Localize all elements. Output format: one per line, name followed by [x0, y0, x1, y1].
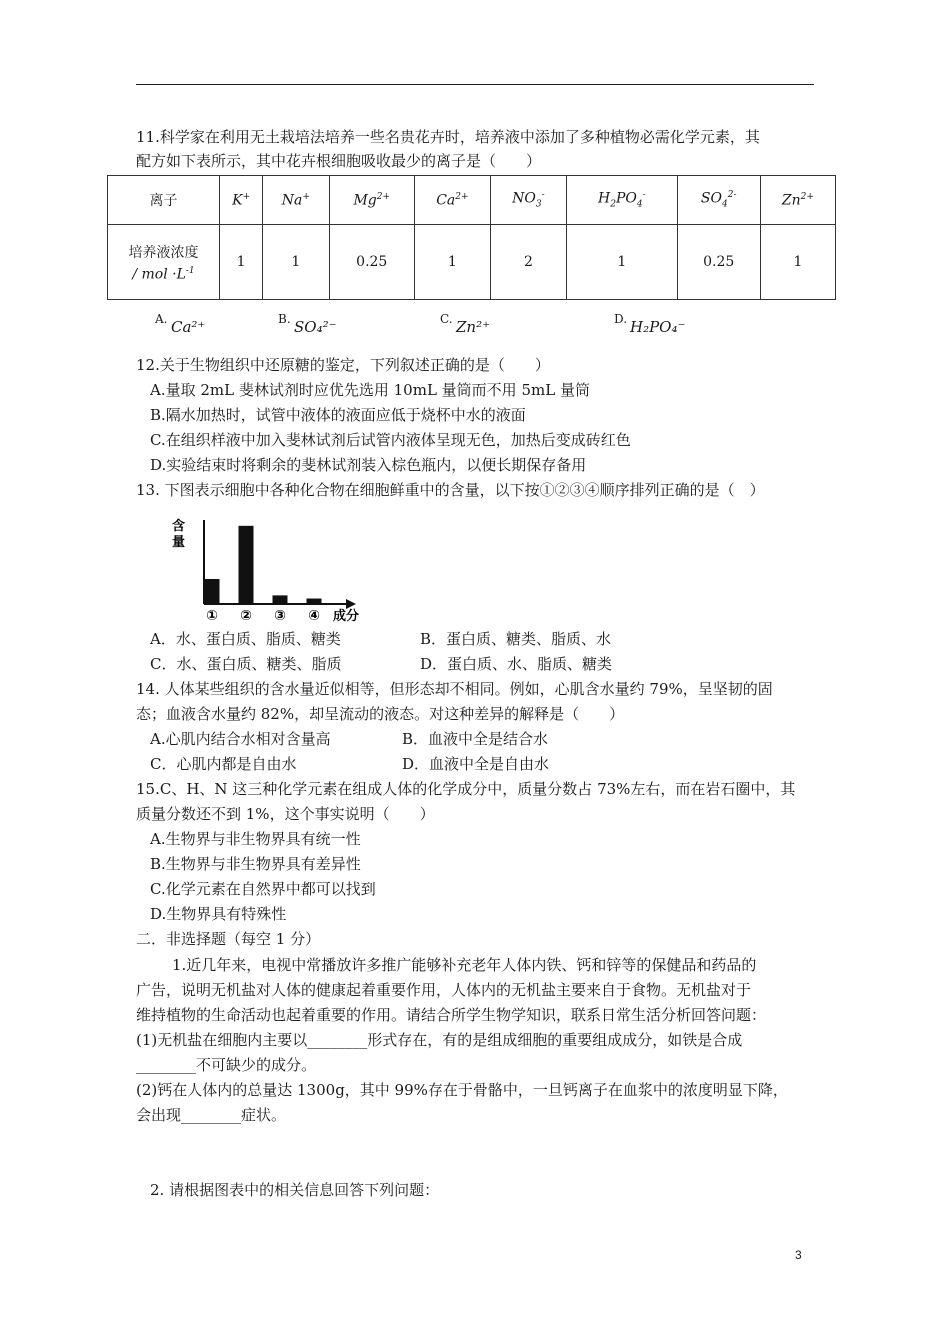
- q15-stem-line1: 15.C、H、N 这三种化学元素在组成人体的化学成分中，质量分数占 73%左右，而在岩石圈中，其: [136, 780, 796, 798]
- ion-cell: $Zn^{2+}$: [760, 176, 835, 225]
- q15-option-d: D.生物界具有特殊性: [150, 905, 287, 923]
- section-heading: 二．非选择题（每空 1 分）: [136, 930, 321, 948]
- q12-stem: 12.关于生物组织中还原糖的鉴定，下列叙述正确的是（ ）: [136, 356, 550, 374]
- value-cell: 1: [414, 225, 490, 300]
- bar-1: [205, 579, 220, 604]
- q12-option-b: B.隔水加热时，试管中液体的液面应低于烧杯中水的液面: [150, 406, 526, 424]
- x-axis-arrow: [346, 599, 356, 609]
- q15-option-b: B.生物界与非生物界具有差异性: [150, 855, 361, 873]
- q11-stem-line1: 11.科学家在利用无土栽培法培养一些名贵花卉时，培养液中添加了多种植物必需化学元素，其: [136, 128, 760, 146]
- ion-cell: $SO_4^{2-}$: [677, 176, 760, 225]
- header-rule: [136, 84, 814, 85]
- section2-p1-line6: (2)钙在人体内的总量达 1300g，其中 99%存在于骨骼中，一旦钙离子在血浆中的浓度明显下降，: [136, 1081, 788, 1099]
- q13-option-d: D．蛋白质、水、脂质、糖类: [420, 655, 613, 673]
- q11-option-b: B. SO₄²⁻: [278, 312, 337, 336]
- q11-option-d: D. H₂PO₄⁻: [614, 312, 686, 336]
- table-row: [108, 225, 836, 300]
- x-axis-label: 成分: [333, 609, 360, 624]
- compound-content-chart: [170, 514, 380, 626]
- value-cell: 0.25: [677, 225, 760, 300]
- ion-cell: $NO_3^-$: [490, 176, 566, 225]
- table-row: [108, 176, 836, 225]
- ion-cell: K+: [220, 176, 263, 225]
- section2-p1-line1: 1.近几年来，电视中常播放许多推广能够补充老年人体内铁、钙和锌等的保健品和药品的: [172, 956, 757, 974]
- q15-option-c: C.化学元素在自然界中都可以找到: [150, 880, 376, 898]
- q14-option-a: A.心肌内结合水相对含量高: [150, 730, 331, 748]
- value-cell: 1: [220, 225, 263, 300]
- q15-stem-line2: 质量分数还不到 1%，这个事实说明（ ）: [136, 805, 435, 823]
- q14-stem-line2: 态；血液含水量约 82%，却呈流动的液态。对这种差异的解释是（ ）: [136, 705, 625, 723]
- value-cell: 2: [490, 225, 566, 300]
- ion-cell: Na+: [263, 176, 329, 225]
- q12-option-c: C.在组织样液中加入斐林试剂后试管内液体呈现无色，加热后变成砖红色: [150, 431, 631, 449]
- x-tick-label: ③: [274, 608, 286, 624]
- ion-cell: $Ca^{2+}$: [414, 176, 490, 225]
- q11-option-c: C. Zn²⁺: [440, 312, 491, 336]
- q14-stem-line1: 14. 人体某些组织的含水量近似相等，但形态却不相同。例如，心肌含水量约 79%，呈坚韧的固: [136, 680, 773, 698]
- q12-option-a: A.量取 2mL 斐林试剂时应优先选用 10mL 量筒而不用 5mL 量筒: [150, 381, 590, 399]
- q13-stem: 13. 下图表示细胞中各种化合物在细胞鲜重中的含量，以下按①②③④顺序排列正确的是（ ）: [136, 481, 765, 499]
- section2-p1-line5: ________不可缺少的成分。: [136, 1056, 317, 1074]
- x-tick-label: ④: [308, 608, 320, 624]
- y-axis-label-top: 含: [172, 519, 186, 534]
- section2-p1-line7: 会出现________症状。: [136, 1106, 287, 1124]
- q12-option-d: D.实验结束时将剩余的斐林试剂装入棕色瓶内，以便长期保存备用: [150, 456, 587, 474]
- ion-cell: $Mg^{2+}$: [329, 176, 414, 225]
- value-cell: 1: [567, 225, 678, 300]
- q14-option-c: C．心肌内都是自由水: [150, 755, 297, 773]
- value-cell: 1: [263, 225, 329, 300]
- value-cell: 0.25: [329, 225, 414, 300]
- bar-4: [307, 599, 322, 604]
- q14-option-d: D．血液中全是自由水: [402, 755, 550, 773]
- bar-3: [273, 595, 288, 604]
- section2-p1-line4: (1)无机盐在细胞内主要以________形式存在，有的是组成细胞的重要组成成分，如铁是合成: [136, 1031, 743, 1049]
- q14-option-b: B．血液中全是结合水: [402, 730, 549, 748]
- section2-p2: 2. 请根据图表中的相关信息回答下列问题：: [150, 1181, 440, 1199]
- q13-option-b: B．蛋白质、糖类、脂质、水: [420, 630, 612, 648]
- section2-p1-line2: 广告，说明无机盐对人体的健康起着重要作用，人体内的无机盐主要来自于食物。无机盐对于: [136, 981, 752, 999]
- bar-2: [239, 526, 254, 604]
- q15-option-a: A.生物界与非生物界具有统一性: [150, 830, 361, 848]
- y-axis-label-bottom: 量: [172, 535, 186, 550]
- table-header-ion: 离子: [108, 176, 220, 225]
- ion-concentration-table: [107, 175, 836, 300]
- table-header-concentration: 培养液浓度 / mol $\cdot L^{-1}$: [108, 225, 220, 300]
- q13-option-c: C．水、蛋白质、糖类、脂质: [150, 655, 342, 673]
- x-tick-label: ①: [206, 608, 218, 624]
- q11-option-a: A. Ca²⁺: [155, 312, 206, 336]
- ion-cell: $H_2PO_4^-$: [567, 176, 678, 225]
- page-number: 3: [795, 1248, 802, 1262]
- value-cell: 1: [760, 225, 835, 300]
- section2-p1-line3: 维持植物的生命活动也起着重要的作用。请结合所学生物学知识，联系日常生活分析回答问题：: [136, 1006, 767, 1024]
- q13-option-a: A．水、蛋白质、脂质、糖类: [150, 630, 341, 648]
- q11-stem-line2: 配方如下表所示，其中花卉根细胞吸收最少的离子是（ ）: [136, 152, 542, 170]
- x-tick-label: ②: [240, 608, 252, 624]
